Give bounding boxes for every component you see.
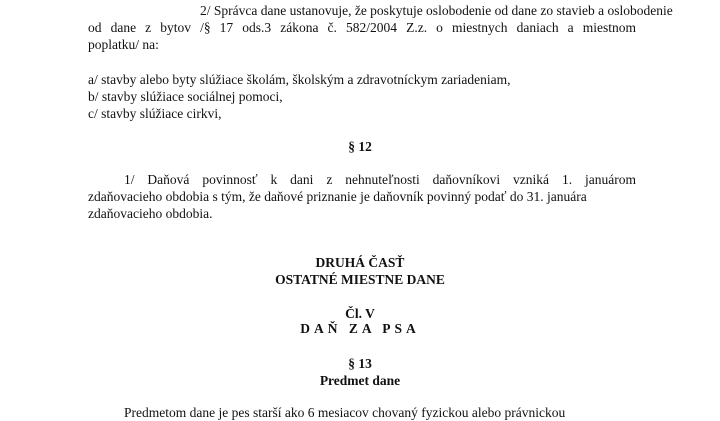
exemption-list	[88, 71, 636, 122]
paragraph-2-line-3: poplatku/ na:	[88, 37, 159, 52]
section-13-heading: § 13	[348, 356, 372, 371]
paragraph-2-line-1: 2/ Správca dane ustanovuje, že poskytuje oslobodenie od dane zo stavieb a oslobodenie	[200, 3, 673, 18]
section-13-paragraph	[88, 404, 636, 421]
article-title: DAŇ ZA PSA	[300, 321, 420, 336]
section-12-line-1: 1/ Daňová povinnosť k dani z nehnuteľnosti daňovníkovi vzniká 1. januárom	[124, 172, 636, 187]
list-item: b/ stavby slúžiace sociálnej pomoci,	[88, 89, 283, 104]
section-13-subheading: Predmet dane	[319, 373, 401, 388]
section-12-paragraph	[88, 171, 636, 222]
section-13-line-1: Predmetom dane je pes starší ako 6 mesiacov chovaný fyzickou alebo právnickou	[124, 405, 566, 420]
part-two-subtitle: OSTATNÉ MIESTNE DANE	[275, 272, 445, 287]
part-two-title: DRUHÁ ČASŤ	[315, 255, 405, 270]
section-12-line-2: zdaňovacieho obdobia s tým, že daňové priznanie je daňovník povinný podať do 31. januára	[88, 189, 587, 204]
paragraph-2	[88, 2, 673, 53]
list-item: a/ stavby alebo byty slúžiace školám, školským a zdravotníckym zariadeniam,	[88, 72, 511, 87]
list-item: c/ stavby slúžiace cirkvi,	[88, 106, 222, 121]
paragraph-2-line-2: od dane z bytov /§ 17 ods.3 zákona č. 582/2004 Z.z. o miestnych daniach a miestnom	[88, 20, 636, 35]
section-12-line-3: zdaňovacieho obdobia.	[88, 206, 213, 221]
section-12-heading: § 12	[348, 139, 372, 154]
article-number: Čl. V	[345, 306, 375, 321]
